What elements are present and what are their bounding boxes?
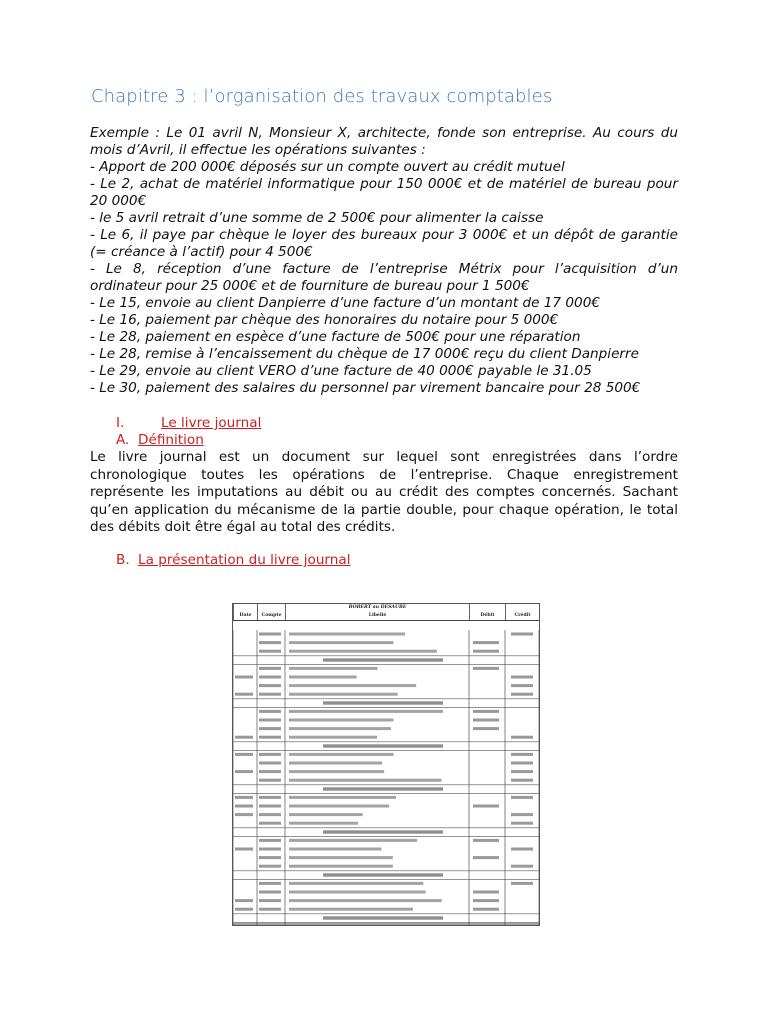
section-label: Définition (138, 432, 204, 448)
example-line: - Le 8, réception d’une facture de l’entreprise Métrix pour l’acquisition d’un ordinateur pour 25 000€ et de fourniture de bureau pour 1 500€ (90, 261, 678, 294)
section-heading-livre-journal (116, 415, 261, 431)
example-line: - Le 30, paiement des salaires du personnel par virement bancaire pour 28 500€ (90, 380, 641, 396)
example-line: - Apport de 200 000€ déposés sur un compte ouvert au crédit mutuel (90, 159, 565, 175)
section-label: La présentation du livre journal (138, 552, 351, 568)
example-block (90, 125, 678, 397)
section-number: B. (116, 552, 130, 568)
section-number: I. (116, 415, 125, 431)
example-line: - Le 2, achat de matériel informatique pour 150 000€ et de matériel de bureau pour 20 000€ (90, 176, 678, 209)
section-heading-definition (116, 432, 204, 448)
journal-banner: BOBERT au DESAUBE (286, 604, 470, 612)
example-line: - Le 6, il paye par chèque le loyer des bureaux pour 3 000€ et un dépôt de garantie (= créance à l’actif) pour 4 500€ (90, 227, 678, 260)
journal-banner-row (234, 604, 540, 612)
example-line: - Le 29, envoie au client VERO d’une facture de 40 000€ payable le 31.05 (90, 363, 592, 379)
journal-header-cell: Compte (258, 612, 286, 621)
example-line: - Le 28, remise à l’encaissement du chèque de 17 000€ reçu du client Danpierre (90, 346, 639, 362)
section-label: Le livre journal (161, 415, 262, 431)
section-number: A. (116, 432, 130, 448)
example-line: - Le 28, paiement en espèce d’une facture de 500€ pour une réparation (90, 329, 581, 345)
journal-header-cell: Libellé (286, 612, 470, 621)
example-line: - le 5 avril retrait d’une somme de 2 500€ pour alimenter la caisse (90, 210, 544, 226)
example-line: Exemple : Le 01 avril N, Monsieur X, architecte, fonde son entreprise. Au cours du mois d’Avril, il effectue les opérations suivantes : (90, 125, 678, 158)
journal-header-row (234, 612, 540, 621)
journal-header-cell: Débit (470, 612, 506, 621)
journal-table (233, 604, 540, 621)
section-heading-presentation (116, 552, 351, 568)
journal-scan-texture (233, 630, 539, 925)
example-line: - Le 16, paiement par chèque des honoraires du notaire pour 5 000€ (90, 312, 559, 328)
journal-image (232, 603, 540, 926)
journal-header-cell: Crédit (506, 612, 540, 621)
page-title: Chapitre 3 : l’organisation des travaux comptables (91, 86, 553, 107)
example-line: - Le 15, envoie au client Danpierre d’une facture d’un montant de 17 000€ (90, 295, 600, 311)
journal-header-cell: Date (234, 612, 258, 621)
definition-paragraph: Le livre journal est un document sur lequel sont enregistrées dans l’ordre chronologique toutes les opérations de l’entreprise. Chaque enregistrement représente les imputations au débit ou au crédit des comptes concernés. Sachant qu’en application du mécanisme de la partie double, pour chaque opération, le total des débits doit être égal au total des crédits. (90, 449, 678, 535)
